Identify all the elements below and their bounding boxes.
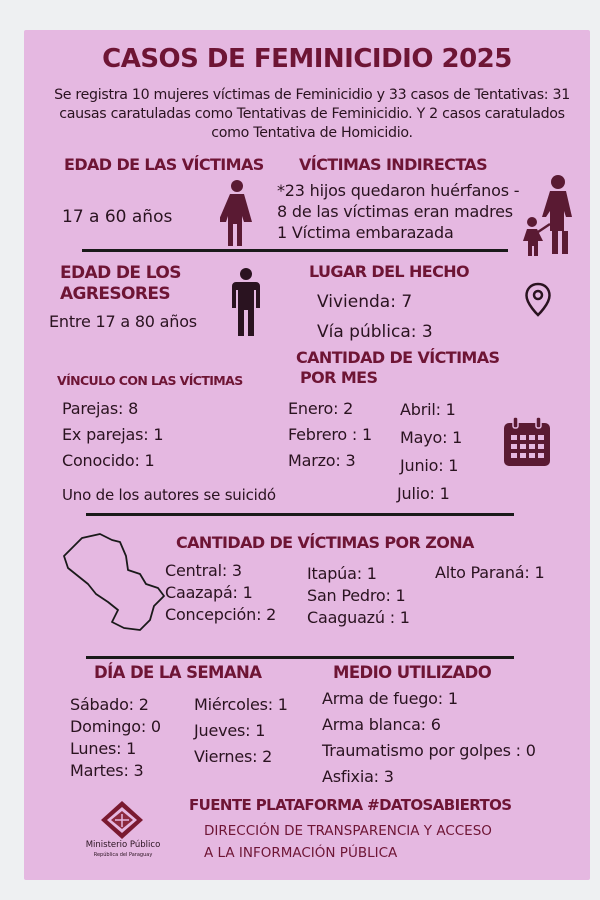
method-item: Arma de fuego: 1	[322, 689, 458, 708]
source-line: DIRECCIÓN DE TRANSPARENCIA Y ACCESO	[204, 823, 492, 839]
month-item: Junio: 1	[400, 456, 459, 475]
paraguay-map-icon	[60, 530, 170, 634]
zone-item: Concepción: 2	[165, 605, 277, 624]
method-item: Asfixia: 3	[322, 767, 394, 786]
weekday-item: Viernes: 2	[194, 747, 273, 766]
month-item: Julio: 1	[397, 484, 450, 503]
month-item: Mayo: 1	[400, 428, 463, 447]
by-month-heading: CANTIDAD DE VÍCTIMAS POR MES	[296, 348, 500, 387]
place-item: Vía pública: 3	[317, 322, 433, 342]
section-divider	[86, 656, 514, 659]
place-list	[317, 287, 433, 347]
source-lines	[204, 820, 492, 864]
source-heading: FUENTE PLATAFORMA #DATOSABIERTOS	[189, 796, 512, 814]
by-zone-col3	[435, 563, 544, 582]
section-divider	[82, 249, 508, 252]
zone-item: Alto Paraná: 1	[435, 563, 545, 582]
weekday-item: Lunes: 1	[70, 739, 137, 758]
by-zone-col2	[307, 563, 410, 629]
source-line: A LA INFORMACIÓN PÚBLICA	[204, 845, 398, 861]
month-item: Enero: 2	[288, 399, 354, 418]
suicide-note: Uno de los autores se suicidó	[62, 486, 276, 504]
month-item: Febrero : 1	[288, 425, 372, 444]
zone-item: Central: 3	[165, 561, 242, 580]
indirect-victims-heading: VÍCTIMAS INDIRECTAS	[299, 155, 488, 174]
relationship-heading: VÍNCULO CON LAS VÍCTIMAS	[57, 373, 243, 388]
by-month-col1	[288, 396, 372, 474]
aggressors-age-value: Entre 17 a 80 años	[49, 312, 197, 331]
weekday-item: Sábado: 2	[70, 695, 149, 714]
by-zone-col1	[165, 560, 276, 626]
weekday-col1	[70, 694, 161, 782]
zone-item: San Pedro: 1	[307, 586, 406, 605]
method-item: Traumatismo por golpes : 0	[322, 741, 536, 760]
method-list	[322, 686, 536, 790]
indirect-victims-line: *23 hijos quedaron huérfanos -	[277, 181, 520, 200]
indirect-victims-line: 8 de las víctimas eran madres	[277, 202, 513, 221]
weekday-item: Martes: 3	[70, 761, 144, 780]
month-item: Marzo: 3	[288, 451, 356, 470]
page-title: CASOS DE FEMINICIDIO 2025	[102, 44, 512, 74]
logo-text: Ministerio Público República del Paraguay	[85, 840, 161, 858]
man-icon	[232, 268, 260, 336]
relationship-item: Parejas: 8	[62, 399, 139, 418]
indirect-victims-line: 1 Víctima embarazada	[277, 223, 454, 242]
place-item: Vivienda: 7	[317, 292, 413, 312]
ministerio-publico-logo	[99, 800, 145, 840]
weekday-item: Jueves: 1	[194, 721, 266, 740]
relationship-list	[62, 396, 163, 474]
zone-item: Caaguazú : 1	[307, 608, 410, 627]
place-heading: LUGAR DEL HECHO	[309, 262, 470, 281]
by-month-col2	[397, 396, 463, 508]
indirect-victims-list	[277, 180, 519, 243]
intro-paragraph: Se registra 10 mujeres víctimas de Feminicidio y 33 casos de Tentativas: 31 causas caratuladas como Tentativas de Feminicidio. Y 2 casos caratulados como Tentativa de Homicidio.	[54, 87, 570, 141]
relationship-item: Conocido: 1	[62, 451, 155, 470]
victims-age-value: 17 a 60 años	[62, 207, 173, 227]
weekday-item: Miércoles: 1	[194, 695, 288, 714]
woman-icon	[220, 180, 254, 246]
section-divider	[86, 513, 514, 516]
calendar-icon	[502, 416, 552, 468]
location-pin-icon	[524, 282, 552, 318]
aggressors-age-heading: EDAD DE LOS AGRESORES	[60, 263, 181, 304]
relationship-item: Ex parejas: 1	[62, 425, 164, 444]
method-heading: MEDIO UTILIZADO	[333, 663, 492, 682]
month-item: Abril: 1	[400, 400, 456, 419]
weekday-item: Domingo: 0	[70, 717, 161, 736]
weekday-heading: DÍA DE LA SEMANA	[94, 663, 262, 682]
weekday-col2	[194, 692, 288, 770]
zone-item: Caazapá: 1	[165, 583, 253, 602]
by-zone-heading: CANTIDAD DE VÍCTIMAS POR ZONA	[176, 533, 474, 552]
zone-item: Itapúa: 1	[307, 564, 377, 583]
mother-child-icon	[522, 174, 576, 256]
infographic-poster	[24, 30, 590, 880]
method-item: Arma blanca: 6	[322, 715, 441, 734]
victims-age-heading: EDAD DE LAS VÍCTIMAS	[64, 155, 264, 174]
